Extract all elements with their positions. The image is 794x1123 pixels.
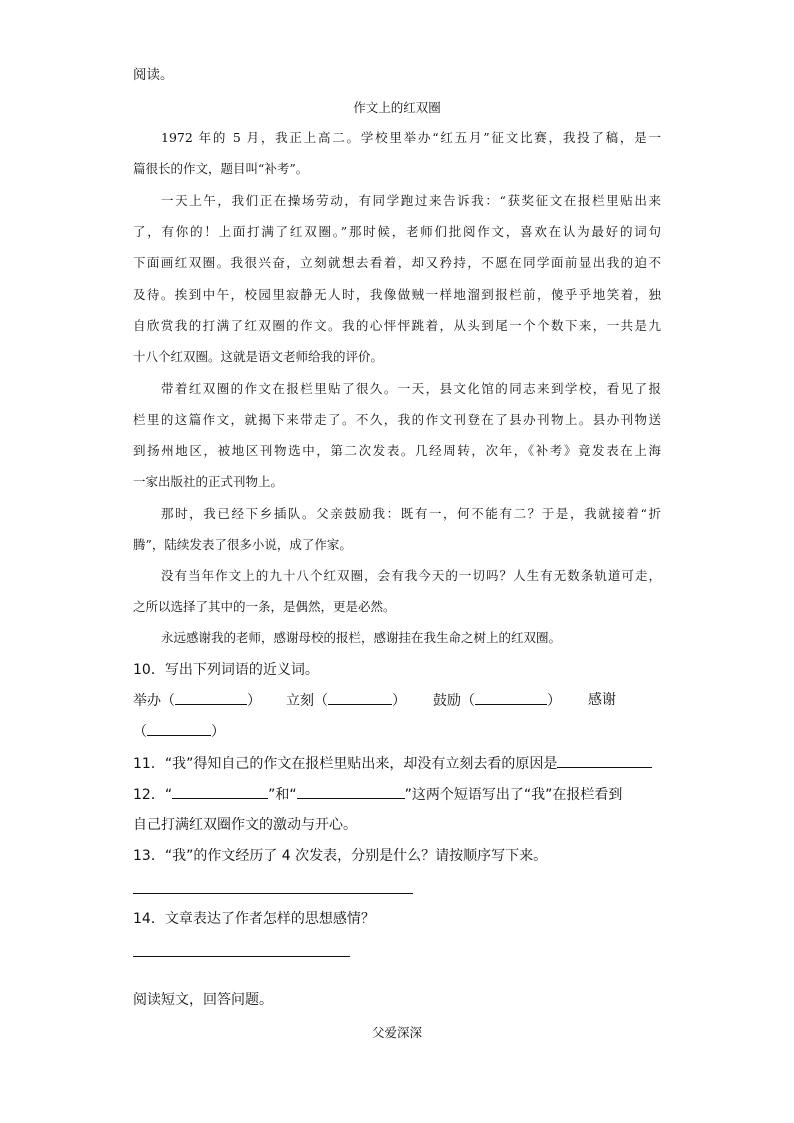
- synonym-word: 举办: [133, 693, 161, 709]
- synonym-item-4: [588, 690, 616, 710]
- synonym-word: 立刻: [286, 693, 314, 709]
- passage-line: 腾”，陆续发表了很多小说，成了作家。: [133, 537, 352, 552]
- section-instruction: 阅读短文，回答问题。: [133, 992, 273, 1008]
- passage-line: 带着红双圈的作文在报栏里贴了很久。一天，县文化馆的同志来到学校，看见了报: [161, 381, 661, 396]
- answer-line[interactable]: [133, 956, 350, 957]
- intro-label: 阅读。: [133, 67, 174, 83]
- synonym-item-3: 鼓励（ ）: [433, 690, 561, 711]
- answer-blank[interactable]: [557, 753, 652, 768]
- question-12-line2: 自己打满红双圈作文的激动与开心。: [133, 817, 357, 833]
- passage-line: 下面画红双圈。我很兴奋，立刻就想去看着，却又矜持，不愿在同学面前显出我的迫不: [133, 255, 661, 270]
- passage-line: 没有当年作文上的九十八个红双圈，会有我今天的一切吗？人生有无数条轨道可走，: [161, 568, 661, 583]
- passage-line: 栏里的这篇作文，就揭下来带走了。不久，我的作文刊登在了县办刊物上。县办刊物送: [133, 412, 661, 427]
- answer-blank[interactable]: [172, 784, 268, 799]
- question-12: 12．“ ”和“ ”这两个短语写出了“我”在报栏看到: [133, 784, 622, 805]
- answer-blank[interactable]: [475, 690, 547, 705]
- passage-line: 及待。挨到中午，校园里寂静无人时，我像做贼一样地溜到报栏前，傻乎乎地笑着，独: [133, 287, 661, 302]
- passage-line: 自欣赏我的打满了红双圈的作文。我的心怦怦跳着，从头到尾一个个数下来，一共是九: [133, 318, 661, 333]
- passage-line: 之所以选择了其中的一条，是偶然，更是必然。: [133, 599, 396, 614]
- passage-line: 篇很长的作文，题目叫“补考”。: [133, 161, 309, 176]
- answer-blank[interactable]: [297, 784, 405, 799]
- question-13-stem: 13．“我”的作文经历了 4 次发表，分别是什么？请按顺序写下来。: [133, 848, 548, 864]
- passage-line: 了，有你的！上面打满了红双圈。”那时候，老师们批阅作文，喜欢在认为最好的词句: [133, 224, 661, 239]
- synonym-item-1: 举办（ ）: [133, 690, 261, 711]
- passage-line: 那时，我已经下乡插队。父亲鼓励我：既有一，何不能有二？于是，我就接着“折: [161, 506, 661, 521]
- answer-blank[interactable]: [147, 721, 211, 736]
- synonym-item-2: 立刻（ ）: [286, 690, 406, 711]
- passage-line: 1972 年的 5 月，我正上高二。学校里举办“红五月”征文比赛，我投了稿，是一: [161, 130, 661, 145]
- synonym-word: 鼓励: [433, 693, 461, 709]
- answer-line[interactable]: [133, 893, 413, 894]
- passage-line: 一家出版社的正式刊物上。: [133, 474, 284, 489]
- passage-line: 永远感谢我的老师，感谢母校的报栏，感谢挂在我生命之树上的红双圈。: [161, 630, 562, 645]
- question-11-stem: 11．“我”得知自己的作文在报栏里贴出来，却没有立刻去看的原因是: [133, 756, 558, 772]
- question-11: [133, 753, 652, 774]
- section-title: 父爱深深: [371, 1025, 422, 1040]
- question-14-stem: 14．文章表达了作者怎样的思想感情？: [133, 911, 375, 927]
- passage-line: 一天上午，我们正在操场劳动，有同学跑过来告诉我：“获奖征文在报栏里贴出来: [161, 193, 661, 208]
- synonym-item-4-blank: （ ）: [133, 721, 225, 742]
- answer-blank[interactable]: [328, 690, 392, 705]
- passage-title: 作文上的红双圈: [353, 100, 441, 115]
- synonym-word: 感谢: [588, 692, 616, 708]
- passage-line: 十八个红双圈。这就是语文老师给我的评价。: [133, 349, 384, 364]
- answer-blank[interactable]: [175, 690, 247, 705]
- question-10-stem: 10．写出下列词语的近义词。: [133, 662, 319, 678]
- passage-line: 到扬州地区，被地区刊物选中，第二次发表。几经周转，次年，《补考》竟发表在上海: [133, 443, 661, 458]
